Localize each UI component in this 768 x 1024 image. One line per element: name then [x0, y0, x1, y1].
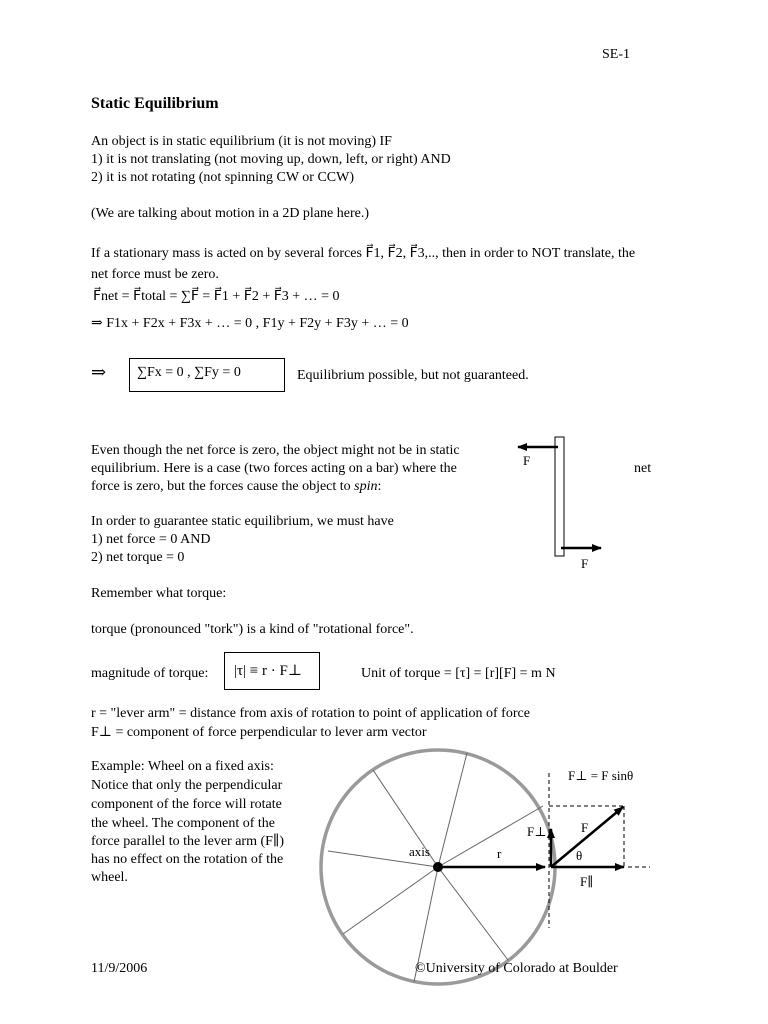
equilibrium-note: Equilibrium possible, but not guaranteed. [297, 368, 529, 383]
forces-text-part-1: If a stationary mass is acted on by several forces [91, 246, 366, 261]
wheel-diagram [321, 750, 650, 984]
torque-formula: |τ| ≡ r · F⊥ [234, 663, 302, 679]
intro-line-3: 2) it is not rotating (not spinning CW or CCW) [91, 170, 355, 185]
wheel-example-line-3: component of the force will rotate [91, 797, 282, 812]
spin-line-2-tail: net [634, 461, 652, 476]
perpendicular-formula: F⊥ = F sinθ [568, 768, 634, 783]
spin-line-3-end: : [377, 479, 382, 494]
guarantee-line-2: 1) net force = 0 AND [91, 532, 211, 547]
guarantee-line-1: In order to guarantee static equilibrium, we must have [91, 514, 394, 529]
boxed-equation: ∑Fx = 0 , ∑Fy = 0 [137, 365, 241, 380]
wheel-example-line-4: the wheel. The component of the [91, 816, 276, 831]
parallel-force-label: F∥ [580, 874, 594, 889]
lever-arm-label: r [497, 846, 502, 861]
component-equations: ⇒ F1x + F2x + F3x + … = 0 , F1y + F2y + F3y + … = 0 [91, 316, 409, 331]
torque-magnitude-label: magnitude of torque: [91, 666, 209, 681]
bar-force-label-bottom: F [581, 556, 589, 571]
bar-diagram [518, 437, 601, 571]
lever-arm-definition: r = "lever arm" = distance from axis of rotation to point of application of force [91, 706, 530, 721]
page-label: SE-1 [602, 47, 630, 62]
torque-definition: torque (pronounced "tork") is a kind of "rotational force". [91, 622, 414, 637]
force-arrow [551, 807, 623, 867]
spin-line-1: Even though the net force is zero, the object might not be in static [91, 443, 460, 458]
bar-rectangle [555, 437, 564, 556]
intro-line-1: An object is in static equilibrium (it is not moving) IF [91, 134, 392, 149]
intro-line-2: 1) it is not translating (not moving up, down, left, or right) AND [91, 152, 451, 167]
spin-line-2: equilibrium. Here is a case (two forces acting on a bar) where the [91, 461, 457, 476]
implies-symbol: ⇒ [91, 362, 107, 382]
axis-point [433, 862, 443, 872]
guarantee-line-3: 2) net torque = 0 [91, 550, 185, 565]
forces-list: F⃗1, F⃗2, F⃗3,.. [365, 246, 436, 261]
perpendicular-component-definition: F⊥ = component of force perpendicular to lever arm vector [91, 725, 427, 740]
wheel-example-line-2: Notice that only the perpendicular [91, 778, 283, 793]
bar-force-label-top: F [523, 453, 531, 468]
forces-text-part-2: , then in order to NOT translate, the [435, 246, 636, 261]
wheel-example-line-6: has no effect on the rotation of the [91, 852, 284, 867]
wheel-example-line-5: force parallel to the lever arm (F∥) [91, 834, 285, 849]
torque-remember: Remember what torque: [91, 586, 227, 601]
wheel-example-line-1: Example: Wheel on a fixed axis: [91, 759, 274, 774]
footer-copyright: ©University of Colorado at Boulder [415, 961, 618, 976]
torque-unit: Unit of torque = [τ] = [r][F] = m N [361, 666, 556, 681]
page-title: Static Equilibrium [91, 95, 219, 112]
net-force-equation: F⃗net = F⃗total = ∑F⃗ = F⃗1 + F⃗2 + F⃗3 + … = 0 [93, 289, 340, 304]
axis-label: axis [409, 844, 430, 859]
wheel-example-line-7: wheel. [91, 870, 128, 885]
perpendicular-force-label: F⊥ [527, 824, 547, 839]
forces-paragraph-line-2: net force must be zero. [91, 267, 219, 282]
spin-emphasis: spin [354, 479, 378, 494]
spin-line-3-start: force is zero, but the forces cause the object to [91, 479, 355, 494]
footer-date: 11/9/2006 [91, 961, 148, 976]
theta-label: θ [576, 848, 583, 863]
force-label: F [581, 820, 589, 835]
intro-note: (We are talking about motion in a 2D plane here.) [91, 206, 369, 221]
